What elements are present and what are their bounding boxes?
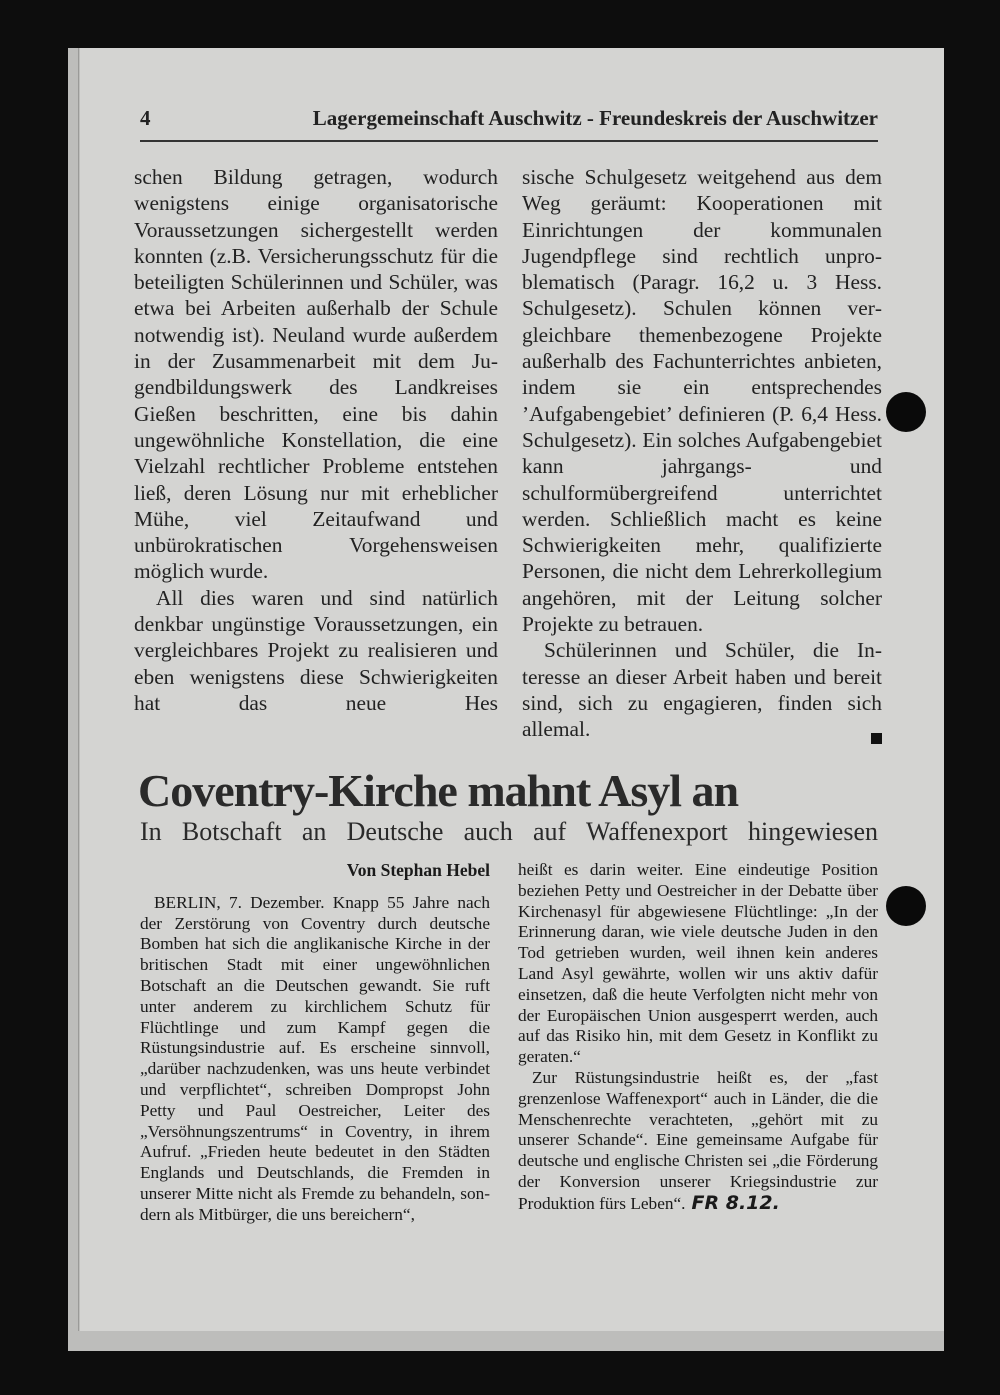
handwritten-source-note: FR 8.12.: [691, 1191, 780, 1214]
byline: Von Stephan Hebel: [346, 860, 490, 880]
clipping-headline: Coventry-Kirche mahnt Asyl an: [138, 765, 739, 816]
page-number: 4: [140, 106, 151, 130]
page-header: [140, 106, 878, 136]
article-closing-text: Schülerinnen und Schüler, die Interesse an dieser Arbeit haben und bereit sind, sich zu engagieren, finden sich allemal.: [522, 638, 882, 742]
clipping-paragraph: [518, 1068, 878, 1215]
document-page: [68, 48, 944, 1351]
header-title: Lagergemeinschaft Auschwitz - Freundeskreis der Auschwitzer: [312, 106, 878, 130]
article-paragraph: schen Bildung getragen, wodurch wenigstens einige organisatorische Voraussetzungen sichergestellt werden konnten (z.B. Versicherungsschutz für die beteiligten Schülerinnen und Schüler, was etwa bei Arbeiten außerhalb der Schule notwendig ist). Neuland wurde außerdem in der Zusammenarbeit mit dem Jugendbildungswerk des Landkreises Gießen beschritten, eine bis dahin ungewöhnliche Konstellation, die eine Vielzahl rechtlicher Probleme entstehen ließ, deren Lösung nur mit erheblicher Mühe, viel Zeitaufwand und unbürokratischen Vorgehensweisen möglich wurde.: [134, 165, 498, 584]
header-rule: [140, 140, 878, 142]
clipping-column-right: [518, 860, 878, 1215]
clipping-paragraph: heißt es darin weiter. Eine eindeutige Position beziehen Petty und Oestreicher in der Debatte über Kirchenasyl für abgewiesene Flüchtlinge: „In der Erinnerung daran, wie viele deutsche Juden in den Tod getrieben wurden, weil ihnen kein anderes Land Asyl gewährte, wollen wir uns aktiv dafür einsetzen, daß die heute Verfolgten nicht mehr von der Europäischen Union ausgesperrt werden, auch auf das Risiko hin, mit dem Gesetz in Konflikt zu geraten.“: [518, 860, 878, 1067]
clipping-paragraph: BERLIN, 7. Dezember. Knapp 55 Jahre nach der Zerstörung von Coventry durch deutsche Bomben hat sich die anglikanische Kirche in der britischen Stadt mit einer ungewöhnlichen Botschaft an die Deutschen gewandt. Sie ruft unter anderem zu kirchlichem Schutz für Flüchtlinge und zum Kampf gegen die Rüstungsindustrie auf. Es erscheine sinnvoll, „darüber nachzudenken, was uns heute verbindet und verpflichtet“, schreiben Dompropst John Petty und Paul Oestreicher, Leiter des „Versöhnungszentrums“ in Coventry, in ihrem Aufruf. „Frieden heute bedeutet in den Städten Englands und Deutschlands, die Fremden in unserer Mitte nicht als Fremde zu behandeln, sondern als Mitbürger, die uns bereichern“,: [140, 892, 490, 1224]
clipping-column-left: [140, 860, 490, 1226]
end-mark-wrap: [849, 723, 882, 749]
article-paragraph: All dies waren und sind natürlich denkbar ungünstige Voraussetzungen, ein vergleichbares Projekt zu realisieren und eben wenigstens diese Schwierigkeiten hat das neue Hes: [134, 585, 498, 715]
scan-edge-line: [78, 48, 79, 1333]
article-paragraph: [522, 637, 882, 742]
article-paragraph: sische Schulgesetz weitgehend aus dem Weg geräumt: Kooperationen mit Einrichtungen der kommunalen Jugendpflege sind rechtlich unproblematisch (Paragr. 16,2 u. 3 Hess. Schulgesetz). Schulen können vergleichbare themenbezogene Projekte außerhalb des Fachunterrichtes anbieten, indem sie ein entsprechendes ’Aufgabengebiet’ definieren (P. 6,4 Hess. Schulgesetz). Ein solches Aufgabengebiet kann jahrgangs- und schulformübergreifend unterrichtet werden. Schließlich macht es keine Schwierigkeiten mehr, qualifizierte Personen, die nicht dem Lehrerkollegium angehören, mit der Leitung solcher Projekte zu betrauen.: [522, 165, 882, 637]
clipping-subheadline: In Botschaft an Deutsche auch auf Waffenexport hingewiesen: [140, 817, 878, 846]
clipping-closing-text: Zur Rüstungsindustrie heißt es, der „fast grenzenlose Waffenexport“ auch in Länder, die die Menschenrechte verachteten, „gehört mit zu unserer Schande“. Eine gemeinsame Aufgabe für deutsche und englische Christen sei „die Förderung der Konversion unserer Kriegsindustrie zur Produktion fürs Leben“.: [518, 1067, 878, 1213]
binder-bottom-edge: [68, 1331, 944, 1351]
end-of-article-square-icon: [871, 733, 882, 744]
article-column-right: [522, 164, 882, 750]
punch-hole-bottom: [886, 886, 926, 926]
punch-hole-top: [886, 392, 926, 432]
article-column-left: [134, 164, 498, 716]
